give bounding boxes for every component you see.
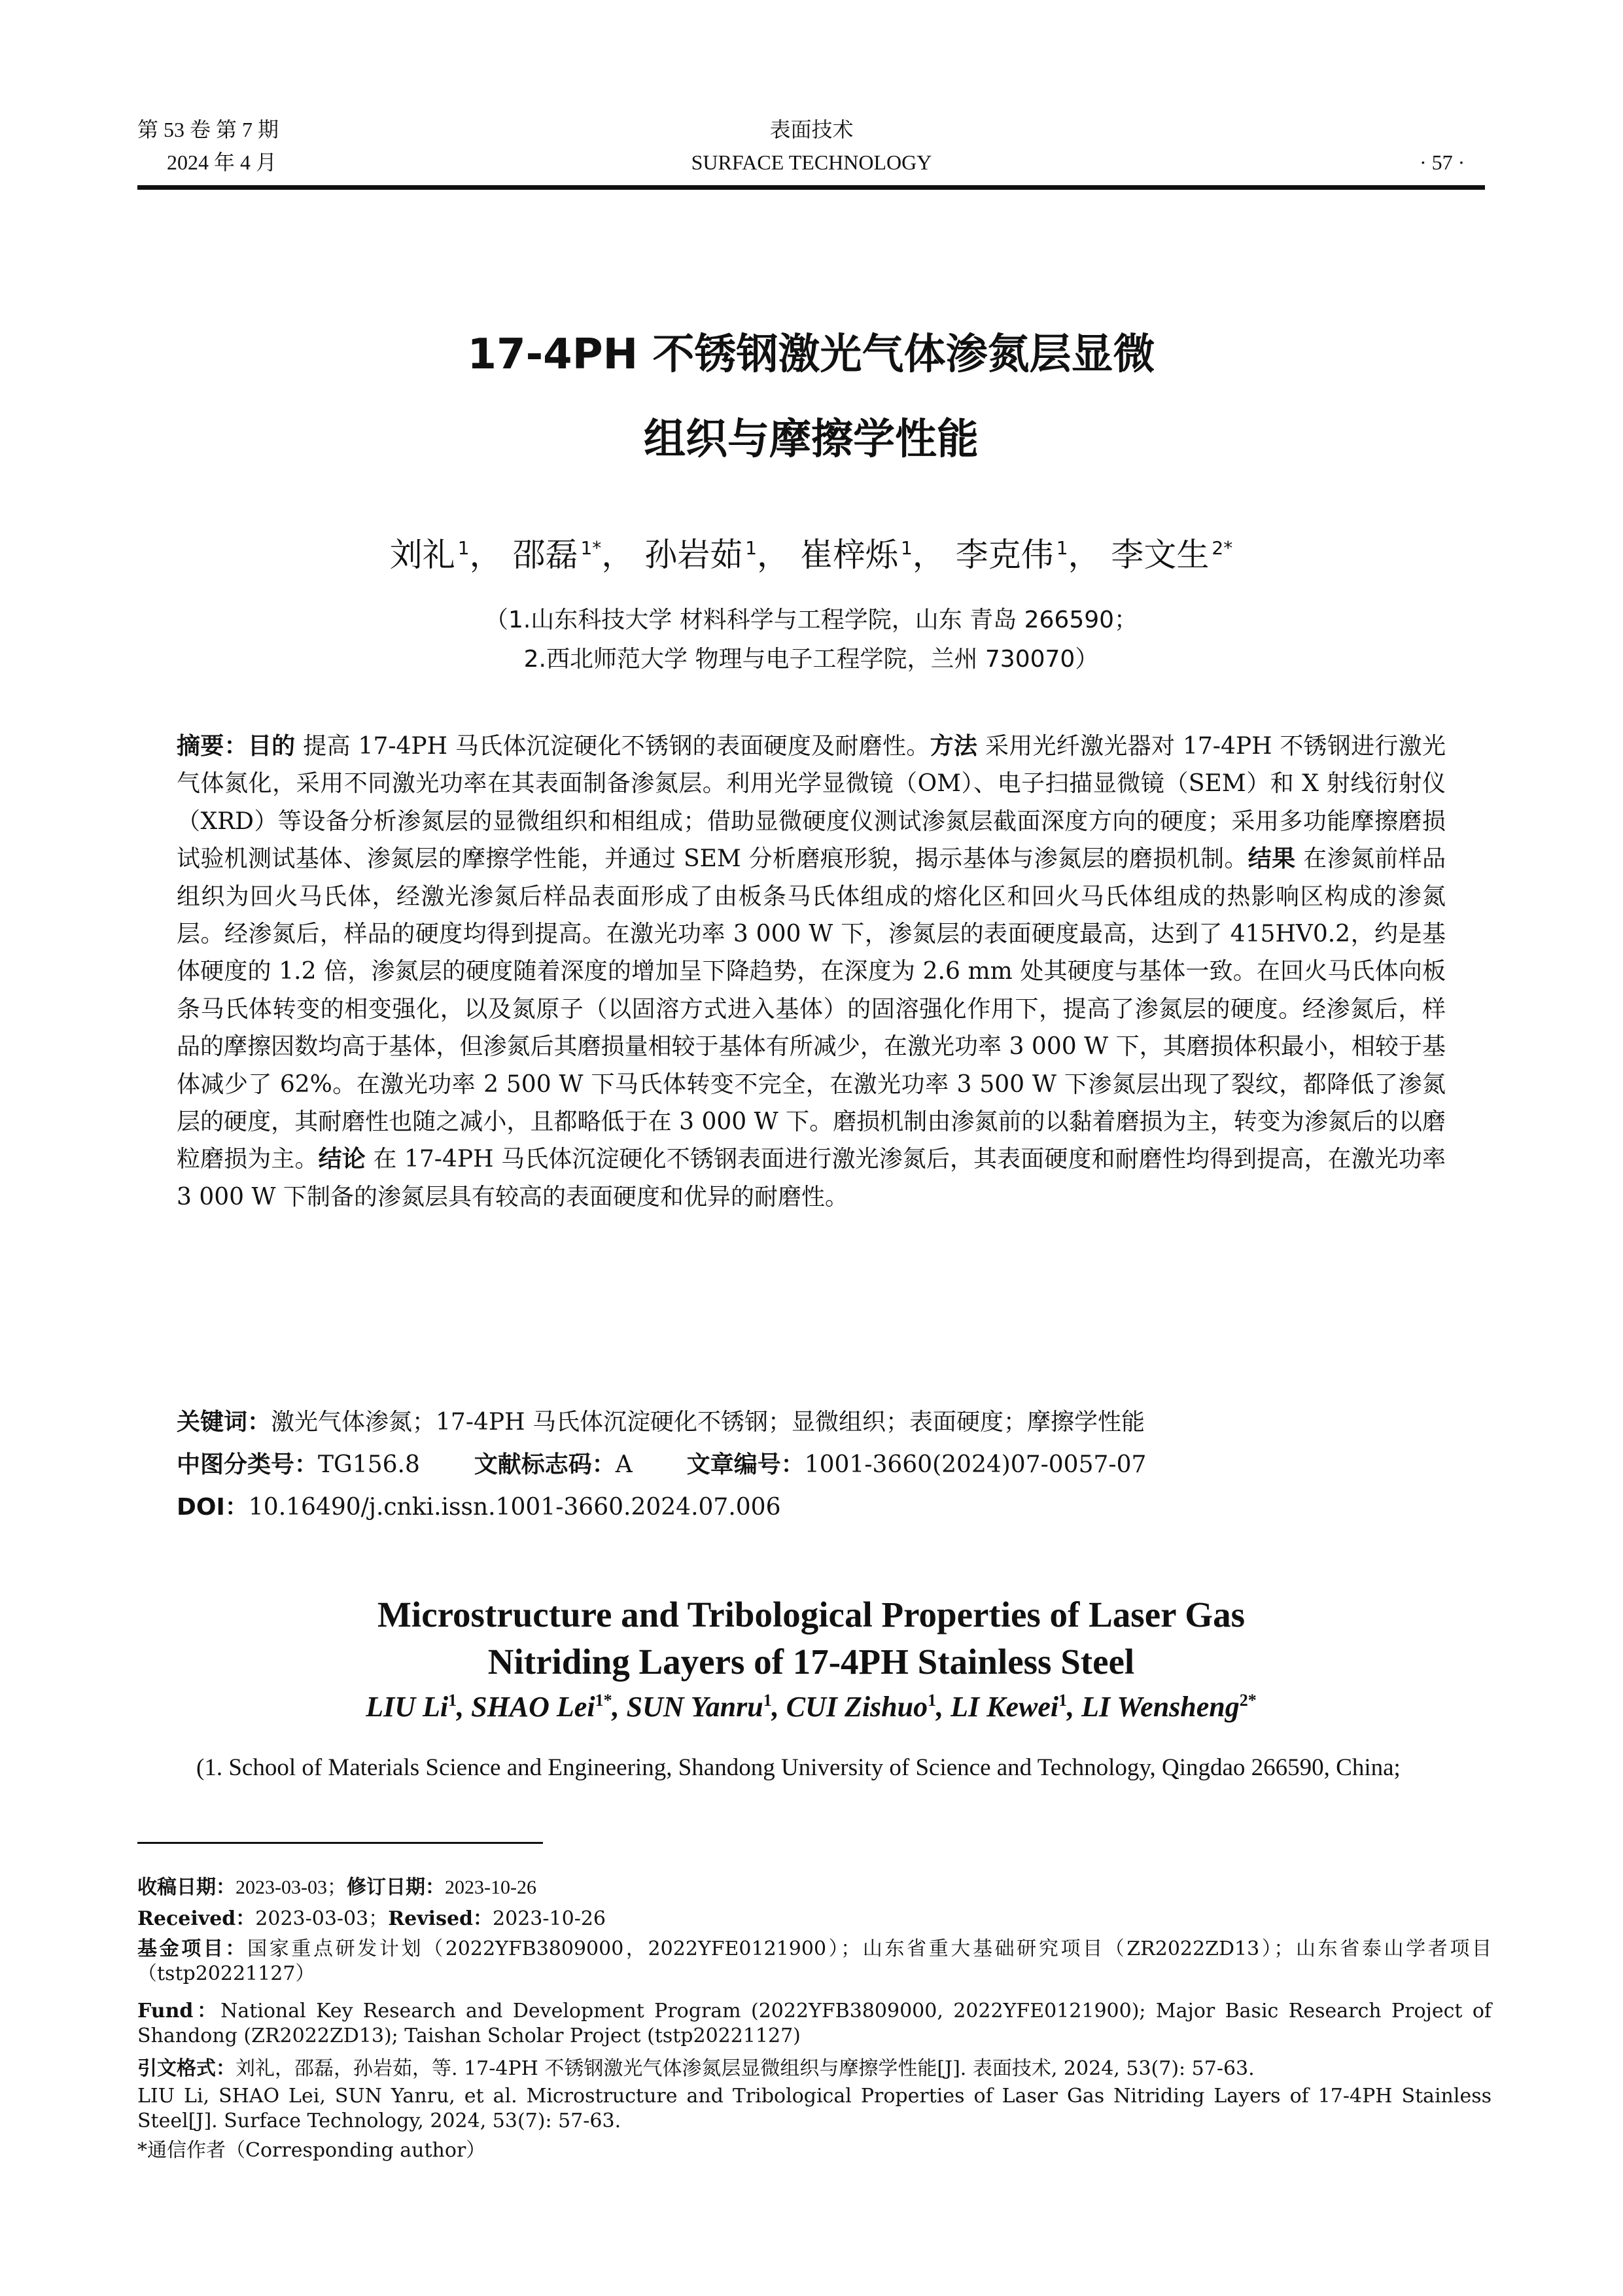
- classification: [177, 1446, 1446, 1483]
- english-author-mark: 1: [448, 1691, 457, 1710]
- affiliation-line-1: （1.山东科技大学 材料科学与工程学院，山东 青岛 266590；: [484, 607, 1138, 633]
- received-en-date: 2023-03-03；: [255, 1907, 389, 1930]
- english-author-name: SHAO Lei: [471, 1691, 595, 1723]
- citation-en: LIU Li, SHAO Lei, SUN Yanru, et al. Microstructure and Tribological Properties of Laser Gas Nitriding Layers of 17-4PH Stainless Steel[J]. Surface Technology, 2024, 53(7): 57-63.: [137, 2085, 1492, 2132]
- doi: [177, 1489, 1446, 1526]
- title-line-1: 17-4PH 不锈钢激光气体渗氮层显微: [467, 330, 1155, 379]
- english-author-mark: 2*: [1239, 1691, 1257, 1710]
- author-name: 崔梓烁: [799, 536, 898, 574]
- english-title-line-2: Nitriding Layers of 17-4PH Stainless Steel: [487, 1642, 1135, 1682]
- author-name: 孙岩茹: [644, 536, 743, 574]
- fund-en-text: National Key Research and Development Program (2022YFB3809000, 2022YFE0121900); Major Basic Research Project of Shandong (ZR2022ZD13); Taishan Scholar Project (tstp20221127): [137, 2000, 1492, 2047]
- revised-cn-label: 修订日期：: [346, 1876, 445, 1899]
- citation-cn: [137, 2057, 1492, 2081]
- citation-cn-text: 刘礼，邵磊，孙岩茹，等. 17-4PH 不锈钢激光气体渗氮层显微组织与摩擦学性能[J]. 表面技术, 2024, 53(7): 57-63.: [236, 2057, 1255, 2080]
- author-name: 李文生: [1111, 536, 1210, 574]
- abstract: [177, 728, 1446, 1216]
- journal-name-en: SURFACE TECHNOLOGY: [691, 150, 932, 174]
- clc-label: 中图分类号：: [177, 1451, 319, 1478]
- fund-cn-label: 基金项目：: [137, 1937, 248, 1960]
- author-mark: 1: [457, 537, 470, 559]
- revised-en-label: Revised：: [388, 1907, 493, 1930]
- corresponding-author-note: *通信作者（Corresponding author）: [137, 2139, 486, 2162]
- doc-code-value: A: [615, 1451, 633, 1478]
- purpose-label: 目的: [247, 732, 296, 760]
- received-cn: [137, 1875, 1492, 1900]
- english-author-name: CUI Zishuo: [786, 1691, 928, 1723]
- author-name: 李克伟: [955, 536, 1054, 574]
- received-en-label: Received：: [137, 1907, 256, 1930]
- volume-issue: 第 53 卷 第 7 期: [137, 118, 279, 141]
- author-mark: 1*: [580, 537, 602, 559]
- author-name: 邵磊: [512, 536, 578, 574]
- english-author-mark: 1: [1058, 1691, 1068, 1710]
- revised-cn-date: 2023-10-26: [444, 1877, 536, 1898]
- journal-name-cn: 表面技术: [769, 118, 854, 141]
- footnote-rule: [137, 1842, 543, 1844]
- article-number-label: 文章编号：: [686, 1451, 805, 1478]
- english-affiliation: (1. School of Materials Science and Engineering, Shandong University of Science and Technology, Qingdao 266590, China;: [196, 1754, 1401, 1781]
- author-list: 刘礼 $^1$， 邵磊 $^{1*}$， 孙岩茹 $^1$， 崔梓烁 $^1$， 李克伟 $^1$， 李文生 $^{2*}$: [389, 536, 1233, 574]
- english-author-mark: 1: [763, 1691, 772, 1710]
- citation-cn-label: 引文格式：: [137, 2057, 236, 2080]
- doi-label: DOI：: [177, 1494, 249, 1521]
- english-title-line-1: Microstructure and Tribological Properties of Laser Gas: [377, 1595, 1245, 1634]
- clc-value: TG156.8: [318, 1451, 420, 1478]
- page-number: · 57 ·: [1420, 150, 1465, 174]
- result-text: 在渗氮前样品组织为回火马氏体，经激光渗氮后样品表面形成了由板条马氏体组成的熔化区和回火马氏体组成的热影响区构成的渗氮层。经渗氮后，样品的硬度均得到提高。在激光功率 3 000 W 下，渗氮层的表面硬度最高，达到了 415HV0.2，约是基体硬度的 1.2 倍，渗氮层的硬度随着深度的增加呈下降趋势，在深度为 2.6 mm 处其硬度与基体一致。在回火马氏体向板条马氏体转变的相变强化，以及氮原子（以固溶方式进入基体）的固溶强化作用下，提高了渗氮层的硬度。经渗氮后，样品的摩擦因数均高于基体，但渗氮后其磨损量相较于基体有所减少，在激光功率 3 000 W 下，其磨损体积最小，相较于基体减少了 62%。在激光功率 2 500 W 下马氏体转变不完全，在激光功率 3 500 W 下渗氮层出现了裂纹，都降低了渗氮层的硬度，其耐磨性也随之减小，且都略低于在 3 000 W 下。磨损机制由渗氮前的以黏着磨损为主，转变为渗氮后的以磨粒磨损为主。: [177, 845, 1446, 1173]
- received-cn-date: 2023-03-03；: [236, 1877, 347, 1898]
- keywords-label: 关键词：: [177, 1409, 271, 1436]
- purpose-text: 提高 17-4PH 马氏体沉淀硬化不锈钢的表面硬度及耐磨性。: [303, 733, 930, 760]
- title-line-2: 组织与摩擦学性能: [644, 415, 979, 464]
- method-text: 采用光纤激光器对 17-4PH 不锈钢进行激光气体氮化，采用不同激光功率在其表面制备渗氮层。利用光学显微镜（OM）、电子扫描显微镜（SEM）和 X 射线衍射仪（XRD）等设备分析渗氮层的显微组织和相组成；借助显微硬度仪测试渗氮层截面深度方向的硬度；采用多功能摩擦磨损试验机测试基体、渗氮层的摩擦学性能，并通过 SEM 分析磨痕形貌，揭示基体与渗氮层的磨损机制。: [177, 733, 1446, 873]
- author-mark: 1: [745, 537, 758, 559]
- issue-date: 2024 年 4 月: [167, 150, 277, 174]
- english-author-name: SUN Yanru: [626, 1691, 763, 1723]
- author-mark: 1: [1056, 537, 1068, 559]
- english-author-mark: 1*: [595, 1691, 612, 1710]
- fund-en: [137, 1999, 1492, 2049]
- english-author-list: LIU Li$^1$, SHAO Lei$^{1*}$, SUN Yanru$^1$, CUI Zishuo$^1$, LI Kewei$^1$, LI Wensheng$^{2*}$: [366, 1691, 1257, 1723]
- author-mark: 1: [900, 537, 913, 559]
- result-label: 结果: [1248, 845, 1296, 873]
- received-en: [137, 1907, 1492, 1932]
- english-author-mark: 1: [928, 1691, 937, 1710]
- affiliation-line-2: 2.西北师范大学 物理与电子工程学院，兰州 730070）: [523, 646, 1099, 673]
- english-author-name: LI Wensheng: [1081, 1691, 1240, 1723]
- article-number-value: 1001-3660(2024)07-0057-07: [804, 1451, 1147, 1478]
- doi-value: 10.16490/j.cnki.issn.1001-3660.2024.07.006: [248, 1494, 781, 1521]
- fund-cn: [137, 1937, 1492, 1987]
- keywords: [177, 1404, 1446, 1441]
- method-label: 方法: [930, 732, 978, 760]
- author-mark: 2*: [1212, 537, 1233, 559]
- fund-en-label: Fund：: [137, 2000, 221, 2022]
- conclusion-label: 结论: [318, 1145, 366, 1173]
- header-rule: [137, 185, 1485, 190]
- doc-code-label: 文献标志码：: [474, 1451, 616, 1478]
- author-name: 刘礼: [389, 536, 455, 574]
- conclusion-text: 在 17-4PH 马氏体沉淀硬化不锈钢表面进行激光渗氮后，其表面硬度和耐磨性均得到提高，在激光功率 3 000 W 下制备的渗氮层具有较高的表面硬度和优异的耐磨性。: [177, 1146, 1446, 1210]
- abstract-label: 摘要：: [177, 733, 248, 760]
- fund-cn-text: 国家重点研发计划（2022YFB3809000，2022YFE0121900）；山东省重大基础研究项目（ZR2022ZD13）；山东省泰山学者项目（tstp20221127）: [137, 1937, 1492, 1985]
- received-cn-label: 收稿日期：: [137, 1876, 236, 1899]
- english-author-name: LI Kewei: [951, 1691, 1059, 1723]
- english-author-name: LIU Li: [366, 1691, 449, 1723]
- revised-en-date: 2023-10-26: [493, 1907, 606, 1930]
- keywords-text: 激光气体渗氮；17-4PH 马氏体沉淀硬化不锈钢；显微组织；表面硬度；摩擦学性能: [271, 1409, 1145, 1436]
